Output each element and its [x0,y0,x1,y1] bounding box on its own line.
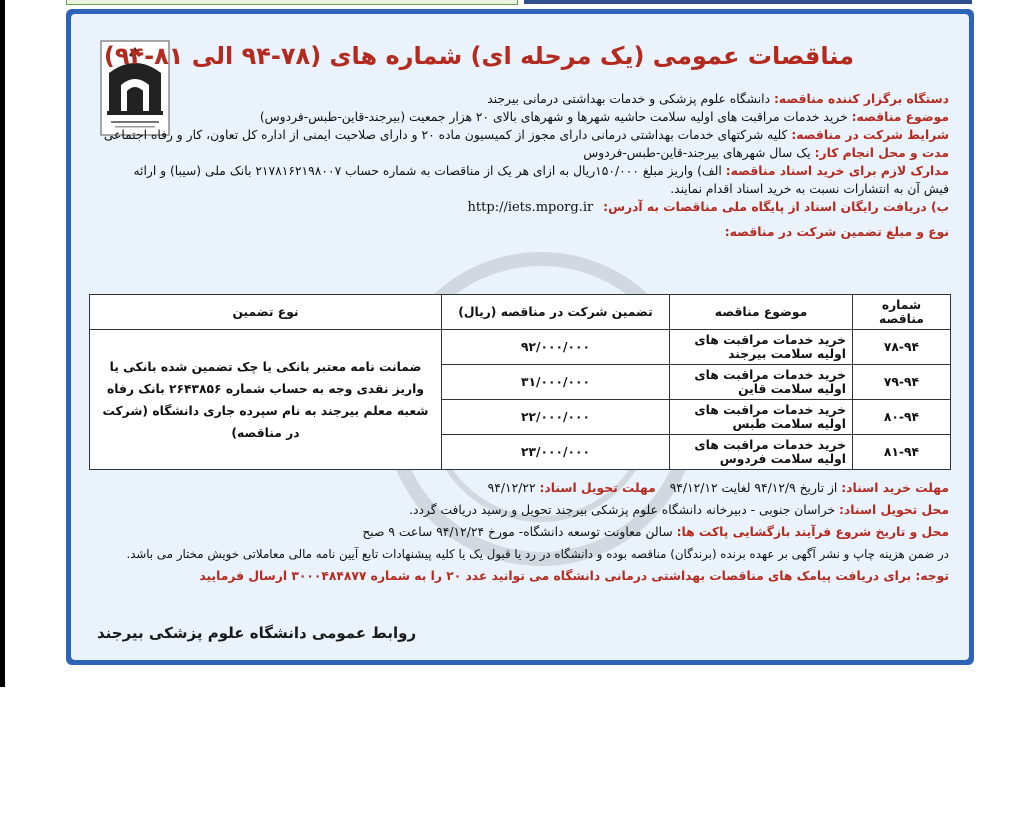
purchase-label: مهلت خرید اسناد: [841,481,949,495]
row-amount: ۲۳/۰۰۰/۰۰۰ [442,435,670,470]
left-edge-bar [0,0,5,687]
organizer-value: دانشگاه علوم پزشکی و خدمات بهداشتی درمانی بیرجند [487,92,771,106]
delivery-place-value: خراسان جنوبی - دبیرخانه دانشگاه علوم پزشکی بیرجند تحویل و رسید دریافت گردد. [409,503,836,517]
docs-value-2: فیش آن به انتشارات نسبت به خرید اسناد اقدام نمایند. [670,182,949,196]
header-guarantee-type: نوع تضمین [90,295,442,330]
guarantee-heading: نوع و مبلغ تضمین شرکت در مناقصه: [724,225,949,239]
opening-line [74,521,949,543]
top-strip-left [66,0,518,5]
sms-note: توجه: برای دریافت پیامک های مناقصات بهداشتی درمانی دانشگاه می توانید عدد ۲۰ را به شماره ۳۰۰۰۴۸۴۸۷۷ ارسال فرمایید [199,569,949,583]
row-amount: ۲۲/۰۰۰/۰۰۰ [442,400,670,435]
download-url-link[interactable]: http://iets.mporg.ir [467,200,594,215]
header-amount: تضمین شرکت در مناقصه (ریال) [442,295,670,330]
row-subject: خرید خدمات مراقبت های اولیه سلامت بیرجند [670,330,853,365]
opening-value: سالن معاونت توسعه دانشگاه- مورخ ۹۴/۱۲/۲۴ ساعت ۹ صبح [362,525,673,539]
guarantee-type-cell: ضمانت نامه معتبر بانکی یا چک تضمین شده بانکی یا واریز نقدی وجه به حساب شماره ۲۶۴۳۸۵۶ بانک رفاه شعبه معلم بیرجند به نام سپرده جاری دانشگاه (شرکت در مناقصه) [90,330,442,470]
notice-panel [71,14,969,660]
row-number: ۷۸-۹۴ [853,330,951,365]
table-row [90,330,951,365]
conditions-label: شرایط شرکت در مناقصه: [791,128,949,142]
tender-table [89,294,951,470]
delivery-deadline-label: مهلت تحویل اسناد: [539,481,656,495]
opening-label: محل و تاریخ شروع فرآیند بازگشایی پاکت ها: [676,525,949,539]
free-download-line [89,198,949,217]
delivery-place-line [74,499,949,521]
row-number: ۸۰-۹۴ [853,400,951,435]
subject-label: موضوع مناقصه: [851,110,949,124]
row-amount: ۹۲/۰۰۰/۰۰۰ [442,330,670,365]
duration-line [89,144,949,162]
free-download-label: ب) دریافت رایگان اسناد از پایگاه ملی مناقصات به آدرس: [603,200,949,214]
organizer-label: دستگاه برگزار کننده مناقصه: [773,92,949,106]
delivery-deadline-value: ۹۴/۱۲/۲۲ [487,481,536,495]
schedule-info [74,477,949,587]
row-amount: ۳۱/۰۰۰/۰۰۰ [442,365,670,400]
guarantee-heading-line [89,223,949,241]
footer-signature: روابط عمومی دانشگاه علوم پزشکی بیرجند [97,624,417,642]
table-header-row [90,295,951,330]
cost-note-line [74,543,949,565]
top-strip-right [524,0,972,4]
duration-label: مدت و محل انجام کار: [814,146,949,160]
organizer-line [89,90,949,108]
cost-note: در ضمن هزینه چاپ و نشر آگهی بر عهده برنده (برندگان) مناقصه بوده و دانشگاه در رد یا قبول یک یا کلیه پیشنهادات تابع آیین نامه مالی معاملاتی خویش مختار می باشد. [126,547,949,561]
row-number: ۷۹-۹۴ [853,365,951,400]
docs-label: مدارک لازم برای خرید اسناد مناقصه: [725,164,949,178]
subject-line [89,108,949,126]
conditions-value: کلیه شرکتهای خدمات بهداشتی درمانی دارای مجوز از کمیسیون ماده ۲۰ و دارای صلاحیت ایمنی از اداره کل تعاون، کار و رفاه اجتماعی [103,128,788,142]
header-number: شماره مناقصه [853,295,951,330]
sms-note-line [74,565,949,587]
row-subject: خرید خدمات مراقبت های اولیه سلامت فردوس [670,435,853,470]
purchase-line [74,477,949,499]
header-subject: موضوع مناقصه [670,295,853,330]
docs-line-2 [89,180,949,198]
purchase-value: از تاریخ ۹۴/۱۲/۹ لغایت ۹۴/۱۲/۱۲ [669,481,838,495]
docs-value: الف) واریز مبلغ ۱۵۰/۰۰۰ریال به ازای هر یک از مناقصات به شماره حساب ۲۱۷۸۱۶۲۱۹۸۰۰۷ بانک ملی (سیبا) و ارائه [133,164,722,178]
subject-value: خرید خدمات مراقبت های اولیه سلامت حاشیه شهرها و شهرهای بالای ۲۰ هزار جمعیت (بیرجند-قاین-طبس-فردوس) [259,110,848,124]
row-subject: خرید خدمات مراقبت های اولیه سلامت طبس [670,400,853,435]
row-subject: خرید خدمات مراقبت های اولیه سلامت قاین [670,365,853,400]
row-number: ۸۱-۹۴ [853,435,951,470]
delivery-place-label: محل تحویل اسناد: [839,503,949,517]
page-title: مناقصات عمومی (یک مرحله ای) شماره های (۷۸-۹۴ الی ۸۱-۹۴) [103,42,854,70]
docs-line [89,162,949,180]
tender-info [89,90,949,241]
conditions-line [89,126,949,144]
duration-value: یک سال شهرهای بیرجند-قاین-طبس-فردوس [583,146,811,160]
notice-frame [66,9,974,665]
